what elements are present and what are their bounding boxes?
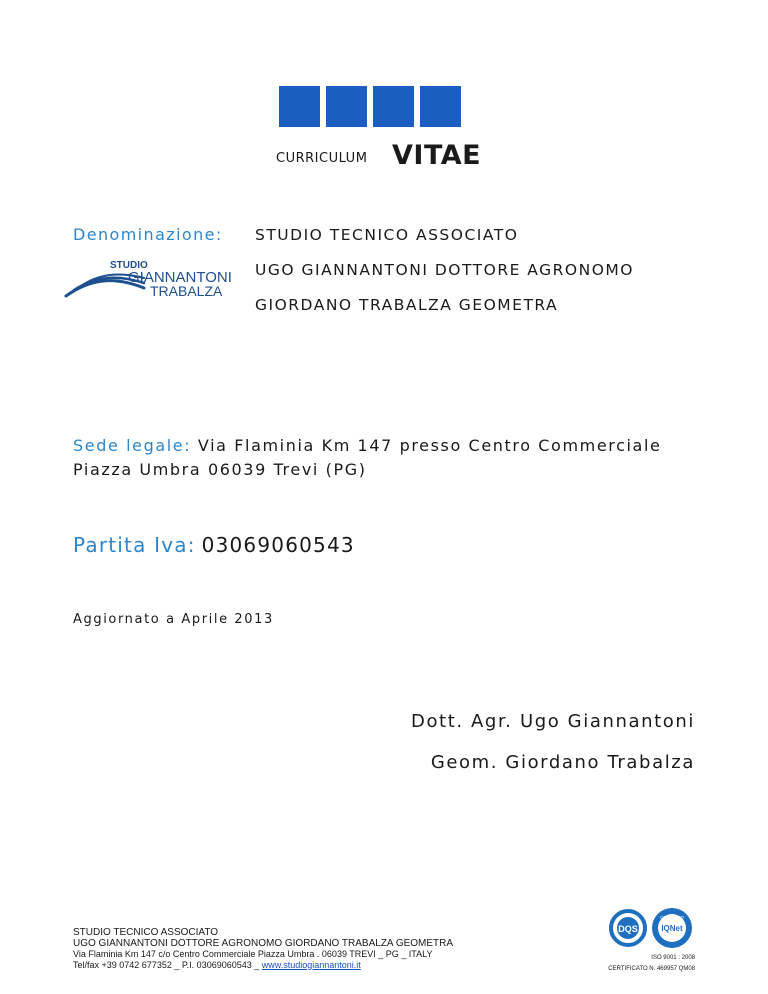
iqnet-icon <box>652 908 692 948</box>
logo-square-4 <box>420 86 461 127</box>
denominazione-line-1: STUDIO TECNICO ASSOCIATO <box>255 226 519 244</box>
sede-legale <box>73 434 713 482</box>
denominazione-label: Denominazione: <box>73 225 223 244</box>
footer <box>73 928 453 970</box>
iqnet-certified-text: CERTIFIED <box>660 915 684 920</box>
denominazione-line-3: GIORDANO TRABALZA GEOMETRA <box>255 296 559 314</box>
footer-contact: Tel/fax +39 0742 677352 _ P.I. 03069060543 _ <box>73 959 262 970</box>
iqnet-text: IQNet <box>661 924 683 933</box>
denominazione-line-2: UGO GIANNANTONI DOTTORE AGRONOMO <box>255 261 634 279</box>
logo-square-2 <box>326 86 367 127</box>
signature-trabalza: Geom. Giordano Trabalza <box>430 752 695 773</box>
website-link[interactable]: www.studiogiannantoni.it <box>261 959 361 970</box>
iso-standard: ISO 9001 : 2008 <box>651 955 695 961</box>
dqs-icon <box>611 911 645 945</box>
dqs-text: DQS <box>618 924 638 934</box>
footer-line-4 <box>73 960 453 971</box>
partita-iva-colon: : <box>187 533 196 557</box>
studio-logo <box>64 256 234 302</box>
footer-line-3: Via Flaminia Km 147 c/o Centro Commerciale Piazza Umbra . 06039 TREVI _ PG _ ITALY <box>73 949 433 959</box>
vitae-label: VITAE <box>392 140 482 171</box>
certificate-number: CERTIFICATO N. 469957 QM08 <box>608 966 695 972</box>
logo-square-3 <box>373 86 414 127</box>
partita-iva-label: Partita Iva <box>73 533 188 557</box>
footer-line-2: UGO GIANNANTONI DOTTORE AGRONOMO GIORDANO TRABALZA GEOMETRA <box>73 937 454 949</box>
sede-label: Sede legale: <box>73 436 192 455</box>
sede-value: Via Flaminia Km 147 presso Centro Commerciale Piazza Umbra 06039 Trevi (PG) <box>73 436 662 479</box>
update-date: Aggiornato a Aprile 2013 <box>73 612 274 627</box>
footer-line-1: STUDIO TECNICO ASSOCIATO <box>73 927 219 938</box>
certification-text <box>608 953 695 975</box>
partita-iva <box>73 533 355 557</box>
logo-giannantoni-text: GIANNANTONI <box>128 269 232 286</box>
certification-logos <box>606 906 698 950</box>
logo-trabalza-text: TRABALZA <box>150 283 223 299</box>
curriculum-label: CURRICULUM <box>276 151 368 166</box>
signature-giannantoni: Dott. Agr. Ugo Giannantoni <box>410 711 695 732</box>
logo-studio-text: STUDIO <box>110 260 148 271</box>
partita-iva-value: 03069060543 <box>201 533 355 557</box>
logo-square-1 <box>279 86 320 127</box>
